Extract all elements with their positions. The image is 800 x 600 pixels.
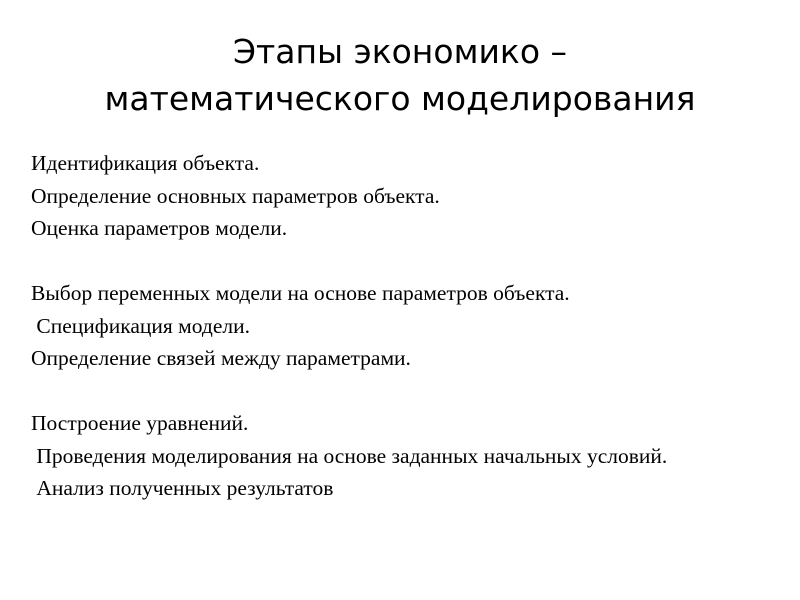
body-line-variable-selection: Выбор переменных модели на основе параметров объекта.	[31, 281, 570, 305]
body-line-main-parameters: Определение основных параметров объекта.	[31, 183, 440, 208]
body-line-identification: Идентификация объекта.	[31, 151, 260, 175]
title-line-2: математического моделирования	[104, 79, 696, 118]
body-line-results-analysis: Анализ полученных результатов	[31, 476, 334, 500]
title-line-1: Этапы экономико –	[232, 32, 568, 71]
body-line-model-specification: Спецификация модели.	[31, 313, 250, 338]
paragraph-spacer	[31, 245, 771, 278]
slide-title	[0, 28, 800, 122]
paragraph-spacer	[31, 375, 771, 408]
slide-body	[31, 147, 771, 505]
body-line-relationships: Определение связей между параметрами.	[31, 346, 411, 370]
body-line-equations: Построение уравнений.	[31, 411, 249, 435]
body-line-parameter-estimation: Оценка параметров модели.	[31, 216, 288, 240]
body-line-simulation: Проведения моделирования на основе заданных начальных условий.	[31, 443, 668, 468]
